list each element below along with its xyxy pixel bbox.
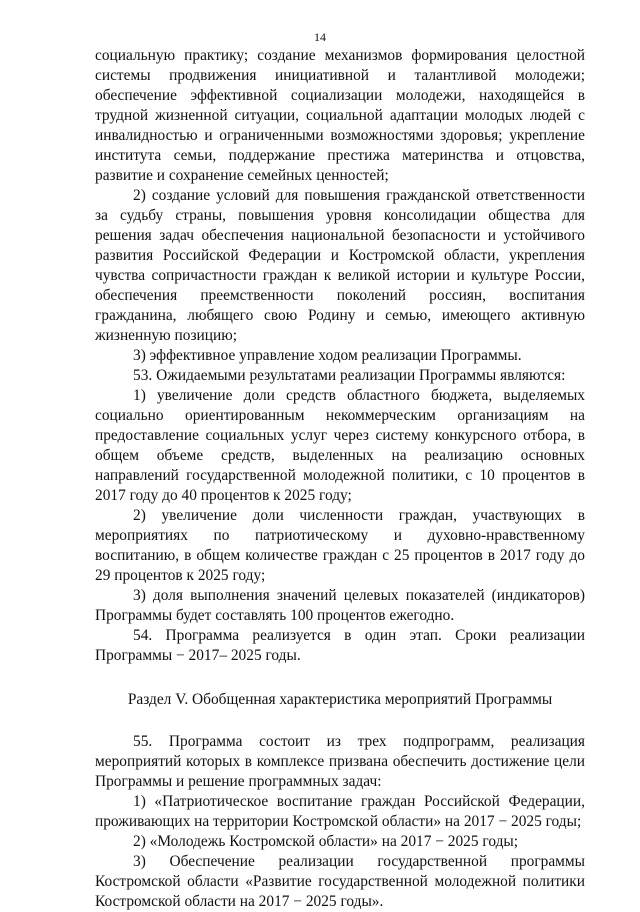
paragraph-item-3: 3) эффективное управление ходом реализации Программы. <box>133 347 522 364</box>
paragraph-55: 55. Программа состоит из трех подпрограмм, реализация мероприятий которых в комплексе призвана обеспечить достижение цели Программы и решение программных задач: <box>95 733 585 790</box>
paragraph-53-item-1: 1) увеличение доли средств областного бюджета, выделяемых социально ориентированным некоммерческим организациям на предоставление социальных услуг через систему конкурсного отбора, в общем объеме средств, выделенных на реализацию основных направлений государственной молодежной политики, с 10 процентов в 2017 году до 40 процентов к 2025 году; <box>95 387 585 504</box>
paragraph-55-item-1: 1) «Патриотическое воспитание граждан Российской Федерации, проживающих на территории Костромской области» на 2017 − 2025 годы; <box>95 793 585 830</box>
paragraph-item-2: 2) создание условий для повышения гражданской ответственности за судьбу страны, повышения уровня консолидации общества для решения задач обеспечения национальной безопасности и устойчивого развития Российской Федерации и Костромской области, укрепления чувства сопричастности граждан к великой истории и культуре России, обеспечения преемственности поколений россиян, воспитания гражданина, любящего свою Родину и семью, имеющего активную жизненную позицию; <box>95 187 585 344</box>
page-number: 14 <box>314 30 326 44</box>
paragraph-53-item-3: 3) доля выполнения значений целевых показателей (индикаторов) Программы будет составлять 100 процентов ежегодно. <box>95 587 585 624</box>
paragraph-54: 54. Программа реализуется в один этап. Сроки реализации Программы − 2017– 2025 годы. <box>95 627 585 664</box>
section-heading: Раздел V. Обобщенная характеристика мероприятий Программы <box>127 691 553 708</box>
paragraph-53-item-2: 2) увеличение доли численности граждан, участвующих в мероприятиях по патриотическому и духовно-нравственному воспитанию, в общем количестве граждан с 25 процентов в 2017 году до 29 процентов к 2025 году; <box>95 507 585 584</box>
paragraph-continuation: социальную практику; создание механизмов формирования целостной системы продвижения инициативной и талантливой молодежи; обеспечение эффективной социализации молодежи, находящейся в трудной жизненной ситуации, социальной адаптации молодых людей с инвалидностью и ограниченными возможностями здоровья; укрепление института семьи, поддержание престижа материнства и отцовства, развитие и сохранение семейных ценностей; <box>95 47 585 184</box>
paragraph-55-item-2: 2) «Молодежь Костромской области» на 2017 − 2025 годы; <box>133 833 519 850</box>
document-body <box>95 46 585 912</box>
paragraph-53: 53. Ожидаемыми результатами реализации Программы являются: <box>133 367 566 384</box>
paragraph-55-item-3: 3) Обеспечение реализации государственной программы Костромской области «Развитие государственной молодежной политики Костромской области на 2017 − 2025 годы». <box>95 853 585 910</box>
